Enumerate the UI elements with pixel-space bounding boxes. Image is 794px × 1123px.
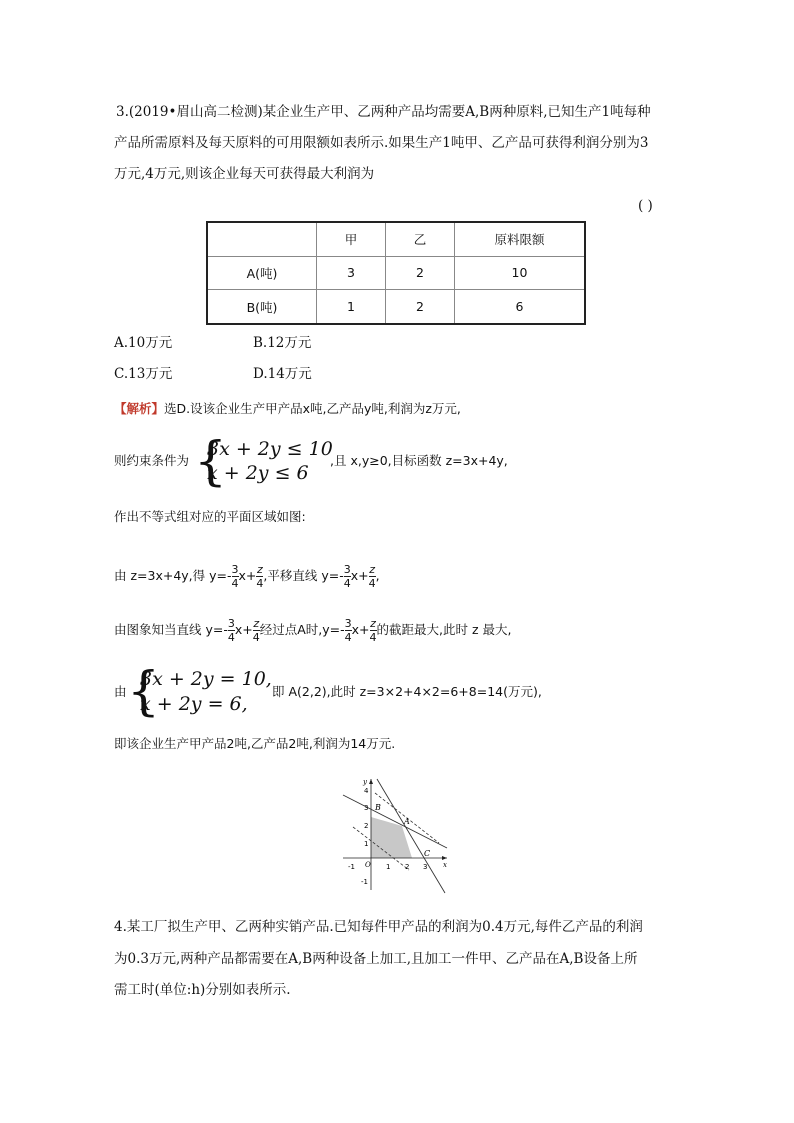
solution-line5 bbox=[114, 610, 511, 650]
text-seg: 由 z=3x+4y,得 y=- bbox=[114, 568, 232, 583]
table-header-cell: 原料限额 bbox=[455, 222, 586, 256]
denominator: 4 bbox=[369, 631, 377, 644]
x-axis-arrow bbox=[442, 856, 447, 860]
numerator: 3 bbox=[227, 617, 235, 630]
text-seg: 经过点A时,y=- bbox=[259, 622, 345, 637]
numerator: z bbox=[253, 617, 260, 630]
constraint-eq1: 3x + 2y ≤ 10 bbox=[207, 438, 333, 460]
table-cell: 1 bbox=[317, 290, 386, 324]
text-seg: x+ bbox=[234, 622, 253, 637]
table-row bbox=[207, 290, 585, 324]
text-seg: x+ bbox=[351, 622, 370, 637]
system-post: 即 A(2,2),此时 z=3×2+4×2=6+8=14(万元), bbox=[272, 684, 542, 699]
point-label-b: B bbox=[375, 803, 381, 812]
table-header-cell: 乙 bbox=[386, 222, 455, 256]
numerator: z bbox=[370, 617, 376, 630]
table-header-cell: 甲 bbox=[317, 222, 386, 256]
table-cell: A(吨) bbox=[207, 256, 317, 289]
option-a: A.10万元 bbox=[114, 335, 173, 351]
x-axis-label: x bbox=[443, 861, 447, 869]
y-tick: 4 bbox=[364, 787, 369, 795]
fraction bbox=[253, 617, 260, 644]
point-label-c: C bbox=[424, 849, 431, 858]
system-eq1: 3x + 2y = 10, bbox=[140, 668, 272, 690]
system-label: 由 bbox=[114, 684, 127, 699]
denominator: 4 bbox=[368, 577, 376, 590]
q4-line2: 为0.3万元,两种产品都需要在A,B两种设备上加工,且加工一件甲、乙产品在A,B设备上所 bbox=[114, 951, 638, 967]
fraction bbox=[345, 617, 352, 644]
y-tick: -1 bbox=[361, 878, 368, 886]
denominator: 4 bbox=[231, 577, 239, 590]
y-tick: 2 bbox=[364, 822, 369, 830]
text-seg: 的截距最大,此时 z 最大, bbox=[376, 622, 512, 637]
option-b: B.12万元 bbox=[253, 335, 312, 351]
numerator: 3 bbox=[343, 563, 351, 576]
fraction bbox=[256, 563, 263, 590]
x-tick: 3 bbox=[423, 863, 428, 871]
fraction bbox=[228, 617, 235, 644]
numerator: z bbox=[369, 563, 375, 576]
fraction bbox=[369, 563, 376, 590]
text-seg: x+ bbox=[350, 568, 369, 583]
origin-label: O bbox=[365, 861, 371, 869]
x-tick: 1 bbox=[386, 863, 391, 871]
table-cell: 2 bbox=[386, 290, 455, 324]
q3-line3: 万元,4万元,则该企业每天可获得最大利润为 bbox=[114, 166, 375, 182]
numerator: z bbox=[257, 563, 263, 576]
y-axis-label: y bbox=[363, 778, 367, 786]
table-header-cell bbox=[207, 222, 317, 256]
constraints-post: ,且 x,y≥0,目标函数 z=3x+4y, bbox=[330, 453, 508, 468]
solution-line4 bbox=[114, 556, 380, 596]
constraints-label: 则约束条件为 bbox=[114, 453, 190, 468]
y-tick: 1 bbox=[364, 840, 369, 848]
q4-line1: 4.某工厂拟生产甲、乙两种实销产品.已知每件甲产品的利润为0.4万元,每件乙产品的利润 bbox=[114, 919, 643, 935]
system-eq2: x + 2y = 6, bbox=[140, 693, 248, 715]
text-seg: x+ bbox=[238, 568, 257, 583]
point-label-a: A bbox=[404, 817, 410, 826]
numerator: 3 bbox=[344, 617, 352, 630]
table-cell: 6 bbox=[455, 290, 586, 324]
solution-text: 选D.设该企业生产甲产品x吨,乙产品y吨,利润为z万元, bbox=[164, 401, 461, 416]
table-row bbox=[207, 256, 585, 289]
q3-line2: 产品所需原料及每天原料的可用限额如表所示.如果生产1吨甲、乙产品可获得利润分别为3 bbox=[114, 135, 649, 151]
feasible-region-graph bbox=[335, 775, 455, 895]
fraction bbox=[344, 563, 351, 590]
table-header-row bbox=[207, 222, 585, 256]
solution-tag: 【解析】 bbox=[114, 401, 165, 416]
materials-table bbox=[206, 221, 586, 325]
option-c: C.13万元 bbox=[114, 366, 173, 382]
constraint-eq2: x + 2y ≤ 6 bbox=[207, 462, 309, 484]
text-seg: , bbox=[375, 568, 380, 583]
left-brace: { bbox=[127, 662, 161, 722]
answer-paren: ( ) bbox=[638, 198, 653, 214]
y-axis-arrow bbox=[369, 779, 373, 784]
y-tick: 3 bbox=[364, 804, 369, 812]
x-tick: 2 bbox=[405, 863, 410, 871]
table-cell: 10 bbox=[455, 256, 586, 289]
fraction bbox=[232, 563, 239, 590]
text-seg: ,平移直线 y=- bbox=[263, 568, 344, 583]
denominator: 4 bbox=[343, 577, 351, 590]
text-seg: 由图象知当直线 y=- bbox=[114, 622, 228, 637]
left-brace: { bbox=[194, 432, 228, 492]
solution-conclusion: 即该企业生产甲产品2吨,乙产品2吨,利润为14万元. bbox=[114, 736, 396, 751]
table-cell: 3 bbox=[317, 256, 386, 289]
denominator: 4 bbox=[252, 631, 260, 644]
denominator: 4 bbox=[344, 631, 352, 644]
fraction bbox=[370, 617, 377, 644]
solution-line1 bbox=[114, 400, 461, 418]
table-cell: B(吨) bbox=[207, 290, 317, 324]
q3-line1: 3.(2019•眉山高二检测)某企业生产甲、乙两种产品均需要A,B两种原料,已知生产1吨每种 bbox=[116, 104, 651, 120]
option-d: D.14万元 bbox=[253, 366, 312, 382]
x-tick: -1 bbox=[348, 863, 355, 871]
numerator: 3 bbox=[231, 563, 239, 576]
q4-line3: 需工时(单位:h)分别如表所示. bbox=[114, 982, 291, 998]
denominator: 4 bbox=[227, 631, 235, 644]
table-cell: 2 bbox=[386, 256, 455, 289]
denominator: 4 bbox=[256, 577, 264, 590]
solution-line3: 作出不等式组对应的平面区域如图: bbox=[114, 509, 306, 524]
